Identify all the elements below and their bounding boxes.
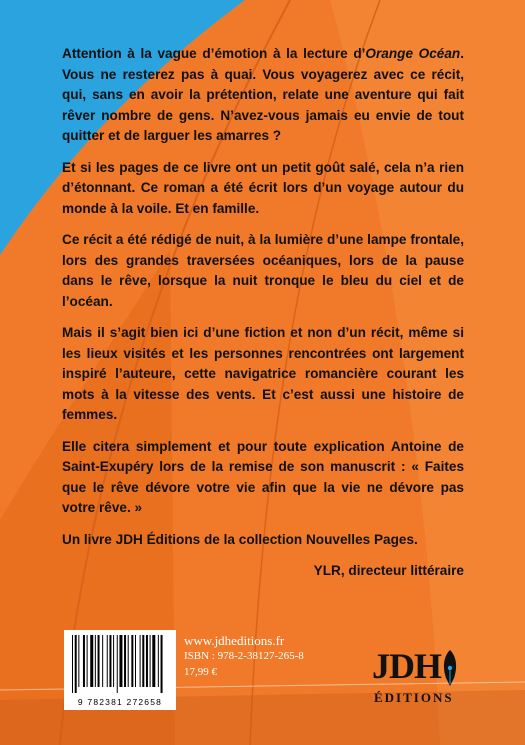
back-cover-blurb — [62, 44, 464, 593]
barcode-bars-icon — [72, 635, 168, 693]
book-title: Orange Océan — [365, 46, 461, 61]
book-price: 17,99 € — [184, 665, 217, 678]
blurb-paragraph-2: Et si les pages de ce livre ont un petit goût salé, cela n’a rien d’étonnant. Ce roman a été écrit lors d’un voyage autour du monde à la voile. Et en famille. — [62, 159, 464, 216]
publisher-info — [184, 632, 304, 680]
blurb-paragraph-1 — [62, 44, 464, 147]
blurb-paragraph-3: Ce récit a été rédigé de nuit, à la lumière d’une lampe frontale, lors des grandes traversées océaniques, lors de la pause dans le rêve, lorsque la nuit tronque le bleu du ciel et de l’océan. — [62, 232, 464, 309]
blurb-paragraph-4: Mais il s’agit bien ici d’une fiction et non d’un récit, même si les lieux visités et les personnes rencontrées ont largement inspiré l’auteure, cette navigatrice romancière courant les mots à la vitesse des vents. Et c’est aussi une histoire de femmes. — [62, 325, 464, 422]
isbn-barcode — [64, 630, 176, 710]
logo-mark: JDH — [372, 646, 441, 686]
logo-subtitle: ÉDITIONS — [374, 690, 454, 705]
barcode-digits: 9 782381 272658 — [77, 697, 163, 707]
isbn-number: ISBN : 978-2-38127-265-8 — [184, 650, 304, 662]
blurb-paragraph-6: Un livre JDH Éditions de la collection Nouvelles Pages. — [62, 531, 418, 547]
jdh-editions-logo — [372, 646, 462, 716]
blurb-p1-start: Attention à la vague d’émotion à la lecture d’ — [62, 46, 366, 61]
blurb-paragraph-5: Elle citera simplement et pour toute explication Antoine de Saint-Exupéry lors de la remise de son manuscrit : « Faites que le rêve dévore votre vie afin que la vie ne dévore pas votre rêve. » — [62, 438, 464, 515]
publisher-website: www.jdheditions.fr — [184, 633, 285, 648]
fountain-pen-nib-icon — [440, 648, 460, 688]
blurb-p1-end: . Vous ne resterez pas à quai. Vous voyagerez avec ce récit, qui, sans en avoir la prétention, relate une aventure qui fait rêver nombre de gens. N’avez-vous jamais eu envie de tout quitter et de larguer les amarres ? — [62, 46, 464, 143]
blurb-signature: YLR, directeur littéraire — [313, 563, 464, 578]
